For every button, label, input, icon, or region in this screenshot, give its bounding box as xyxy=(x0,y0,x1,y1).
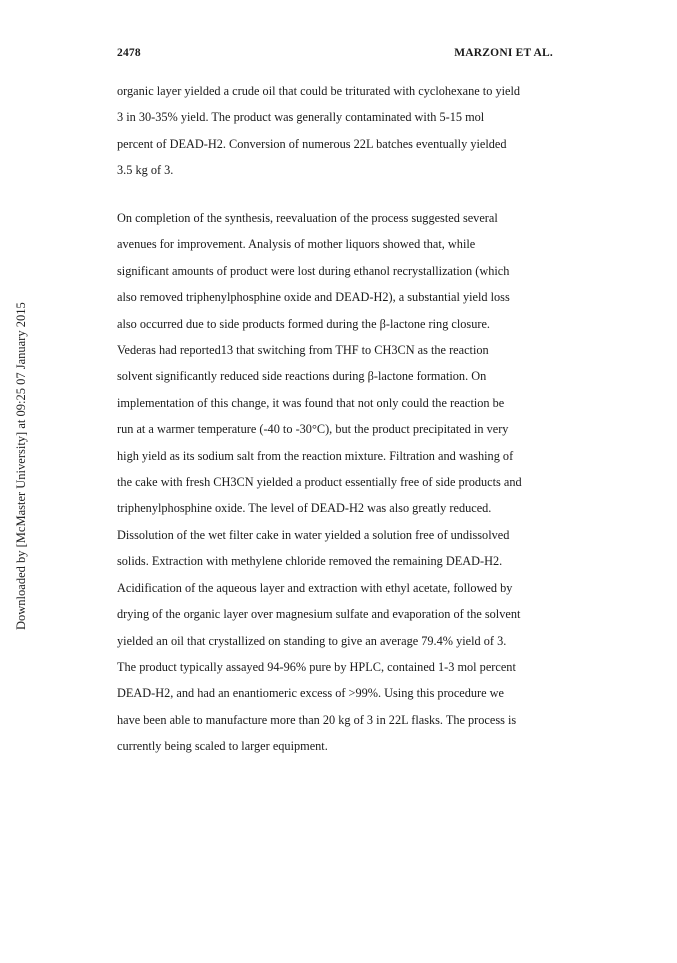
text-line: percent of DEAD-H2. Conversion of numerous 22L batches eventually yielded xyxy=(117,136,507,151)
text-line: Dissolution of the wet filter cake in water yielded a solution free of undissolved xyxy=(117,527,510,542)
text-line: the cake with fresh CH3CN yielded a product essentially free of side products and xyxy=(117,475,522,490)
running-title: MARZONI ET AL. xyxy=(454,47,553,59)
page-header xyxy=(117,47,553,59)
text-line: organic layer yielded a crude oil that could be triturated with cyclohexane to yield xyxy=(117,84,521,98)
text-line: also occurred due to side products formed during the β-lactone ring closure. xyxy=(117,316,490,331)
text-line: high yield as its sodium salt from the reaction mixture. Filtration and washing of xyxy=(117,448,514,463)
text-line: 3.5 kg of 3. xyxy=(117,163,174,178)
text-line: drying of the organic layer over magnesium sulfate and evaporation of the solvent xyxy=(117,607,521,622)
text-line: On completion of the synthesis, reevaluation of the process suggested several xyxy=(117,211,498,225)
text-line: significant amounts of product were lost during ethanol recrystallization (which xyxy=(117,263,510,278)
text-line: run at a warmer temperature (-40 to -30°C), but the product precipitated in very xyxy=(117,422,509,437)
text-line: currently being scaled to larger equipment. xyxy=(117,739,328,754)
text-line: implementation of this change, it was found that not only could the reaction be xyxy=(117,395,505,410)
text-line: Acidification of the aqueous layer and extraction with ethyl acetate, followed by xyxy=(117,580,513,595)
text-line: Vederas had reported13 that switching from THF to CH3CN as the reaction xyxy=(117,343,489,358)
text-line: triphenylphosphine oxide. The level of DEAD-H2 was also greatly reduced. xyxy=(117,501,492,516)
text-line: yielded an oil that crystallized on standing to give an average 79.4% yield of 3. xyxy=(117,633,507,648)
text-line: also removed triphenylphosphine oxide and DEAD-H2), a substantial yield loss xyxy=(117,290,510,305)
text-line: solvent significantly reduced side reactions during β-lactone formation. On xyxy=(117,369,487,384)
text-line: avenues for improvement. Analysis of mother liquors showed that, while xyxy=(117,237,476,252)
download-watermark: Downloaded by [McMaster University] at 09:25 07 January 2015 xyxy=(14,302,28,630)
page-number: 2478 xyxy=(117,47,141,59)
paragraph-1 xyxy=(117,78,553,184)
text-line: DEAD-H2, and had an enantiomeric excess of >99%. Using this procedure we xyxy=(117,686,504,701)
text-line: 3 in 30-35% yield. The product was generally contaminated with 5-15 mol xyxy=(117,110,485,125)
text-line: solids. Extraction with methylene chloride removed the remaining DEAD-H2. xyxy=(117,554,503,569)
text-line: have been able to manufacture more than 20 kg of 3 in 22L flasks. The process is xyxy=(117,712,517,727)
text-line: The product typically assayed 94-96% pure by HPLC, contained 1-3 mol percent xyxy=(117,659,516,674)
paragraph-2 xyxy=(117,205,553,760)
